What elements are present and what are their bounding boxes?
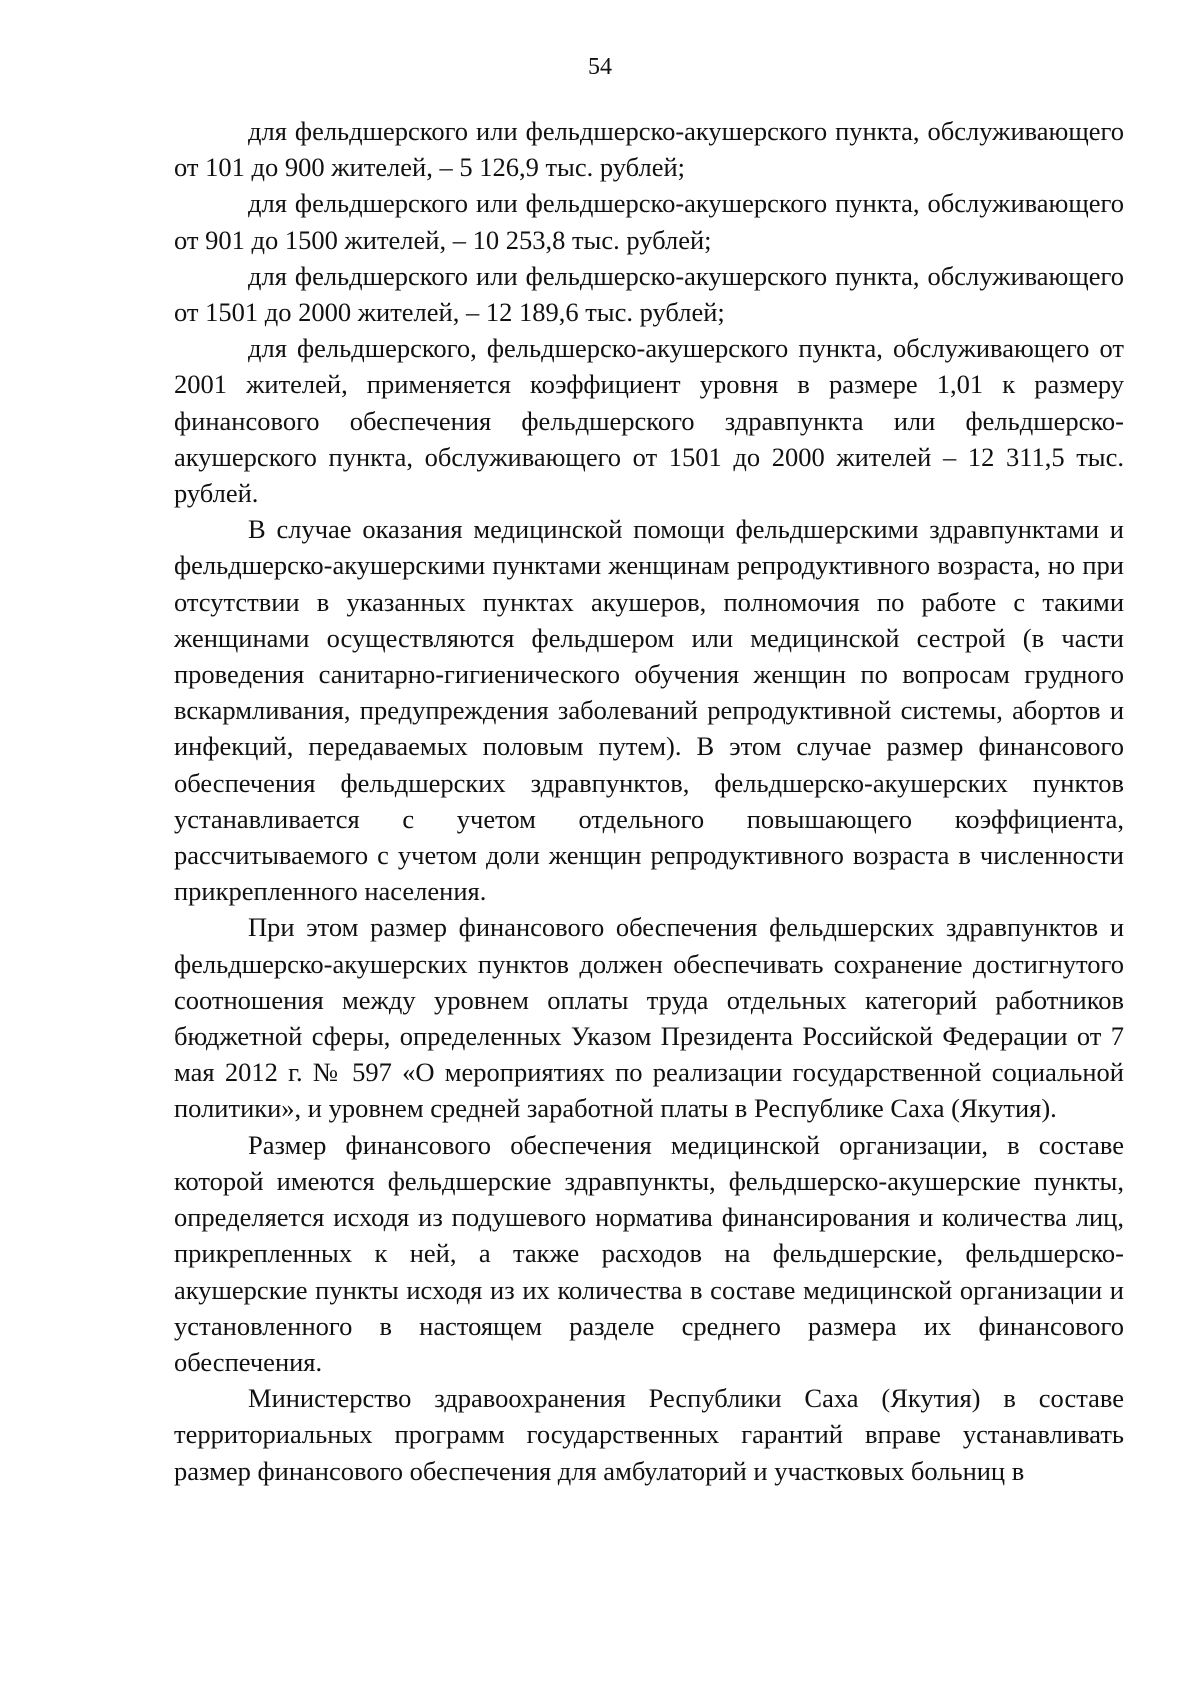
paragraph-reproductive-age-women: В случае оказания медицинской помощи фельдшерскими здравпунктами и фельдшерско-акушерскими пунктами женщинам репродуктивного возраста, но при отсутствии в указанных пунктах акушеров, полномочия по работе с такими женщинами осуществляются фельдшером или медицинской сестрой (в части проведения санитарно-гигиенического обучения женщин по вопросам грудного вскармливания, предупреждения заболеваний репродуктивной системы, абортов и инфекций, передаваемых половым путем). В этом случае размер финансового обеспечения фельдшерских здравпунктов, фельдшерско-акушерских пунктов устанавливается с учетом отдельного повышающего коэффициента, рассчитываемого с учетом доли женщин репродуктивного возраста в численности прикрепленного населения. [174, 514, 1124, 907]
paragraph-fap-2001-plus: для фельдшерского, фельдшерско-акушерского пункта, обслуживающего от 2001 жителей, применяется коэффициент уровня в размере 1,01 к размеру финансового обеспечения фельдшерского здравпункта или фельдшерско-акушерского пункта, обслуживающего от 1501 до 2000 жителей – 12 311,5 тыс. рублей. [174, 333, 1124, 509]
paragraph-salary-ratio: При этом размер финансового обеспечения фельдшерских здравпунктов и фельдшерско-акушерских пунктов должен обеспечивать сохранение достигнутого соотношения между уровнем оплаты труда отдельных категорий работников бюджетной сферы, определенных Указом Президента Российской Федерации от 7 мая 2012 г. № 597 «О мероприятиях по реализации государственной социальной политики», и уровнем средней заработной платы в Республике Саха (Якутия). [174, 912, 1124, 1124]
paragraph-ministry-rights: Министерство здравоохранения Республики Саха (Якутия) в составе территориальных программ государственных гарантий вправе устанавливать размер финансового обеспечения для амбулаторий и участковых больниц в [174, 1383, 1124, 1486]
paragraph-fap-101-900: для фельдшерского или фельдшерско-акушерского пункта, обслуживающего от 101 до 900 жителей, – 5 126,9 тыс. рублей; [174, 116, 1124, 183]
document-body [174, 113, 1124, 1489]
page-number: 54 [588, 54, 612, 80]
paragraph-organization-financing: Размер финансового обеспечения медицинской организации, в составе которой имеются фельдшерские здравпункты, фельдшерско-акушерские пункты, определяется исходя из подушевого норматива финансирования и количества лиц, прикрепленных к ней, а также расходов на фельдшерские, фельдшерско-акушерские пункты исходя из их количества в составе медицинской организации и установленного в настоящем разделе среднего размера их финансового обеспечения. [174, 1129, 1124, 1377]
paragraph-fap-1501-2000: для фельдшерского или фельдшерско-акушерского пункта, обслуживающего от 1501 до 2000 жителей, – 12 189,6 тыс. рублей; [174, 260, 1124, 328]
paragraph-fap-901-1500: для фельдшерского или фельдшерско-акушерского пункта, обслуживающего от 901 до 1500 жителей, – 10 253,8 тыс. рублей; [174, 188, 1124, 255]
